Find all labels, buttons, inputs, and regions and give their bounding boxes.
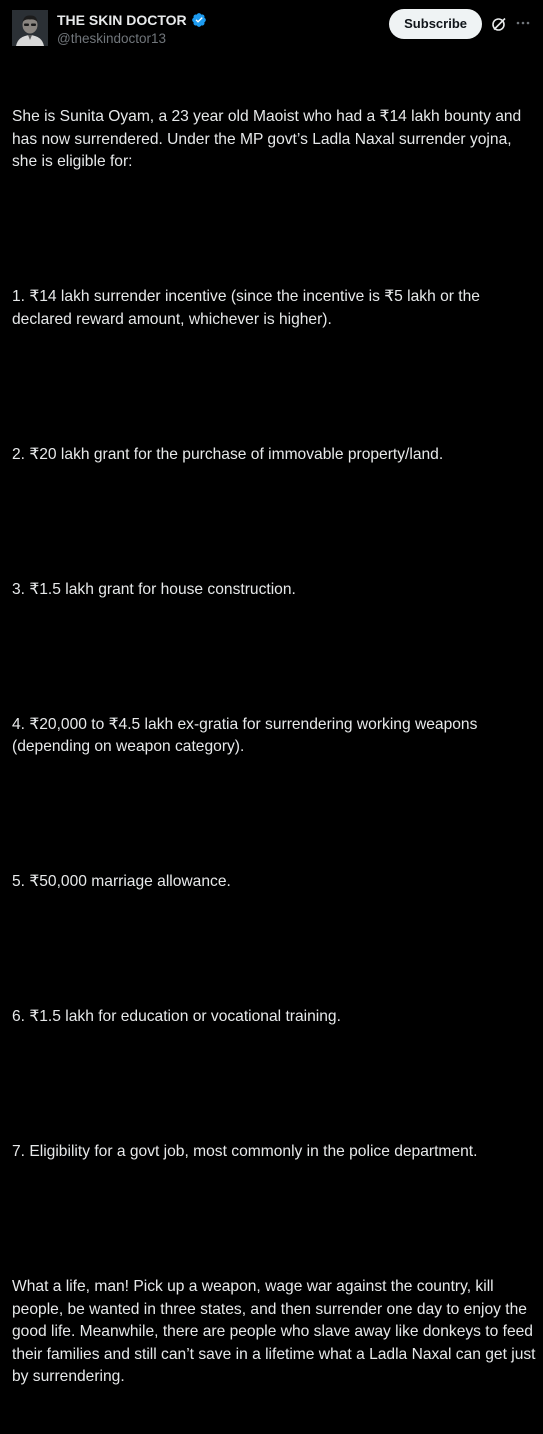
post-header (12, 8, 533, 48)
author-handle[interactable]: @theskindoctor13 (57, 31, 167, 46)
avatar[interactable] (12, 10, 48, 46)
list-item: 3. ₹1.5 lakh grant for house construction. (12, 580, 296, 598)
more-options-icon[interactable] (515, 15, 531, 31)
list-item: 4. ₹20,000 to ₹4.5 lakh ex-gratia for surrendering working weapons (depending on weapon category). (12, 715, 482, 755)
list-item: 2. ₹20 lakh grant for the purchase of immovable property/land. (12, 445, 444, 463)
verified-badge-icon (191, 12, 207, 28)
author-names (57, 11, 207, 46)
list-item: 5. ₹50,000 marriage allowance. (12, 873, 231, 890)
list-item: 7. Eligibility for a govt job, most commonly in the police department. (12, 1143, 478, 1160)
list-item: 6. ₹1.5 lakh for education or vocational training. (12, 1008, 341, 1025)
avatar-image-icon (12, 10, 48, 46)
author-display-name[interactable]: THE SKIN DOCTOR (57, 12, 187, 28)
subscribe-button[interactable]: Subscribe (389, 9, 482, 39)
grok-icon[interactable] (491, 16, 507, 32)
list-item: 1. ₹14 lakh surrender incentive (since the incentive is ₹5 lakh or the declared reward amount, whichever is higher). (12, 288, 485, 328)
tweet-text (12, 61, 540, 1434)
tweet-closing: What a life, man! Pick up a weapon, wage war against the country, kill people, be wanted in three states, and then surrender one day to enjoy the good life. Meanwhile, there are people who slave away like donkeys to feed their families and still can’t save in a lifetime what a Ladla Naxal can get just by surrendering. (12, 1278, 540, 1385)
tweet-intro: She is Sunita Oyam, a 23 year old Maoist who had a ₹14 lakh bounty and has now surrendered. Under the MP govt’s Ladla Naxal surrender yojna, she is eligible for: (12, 108, 526, 170)
